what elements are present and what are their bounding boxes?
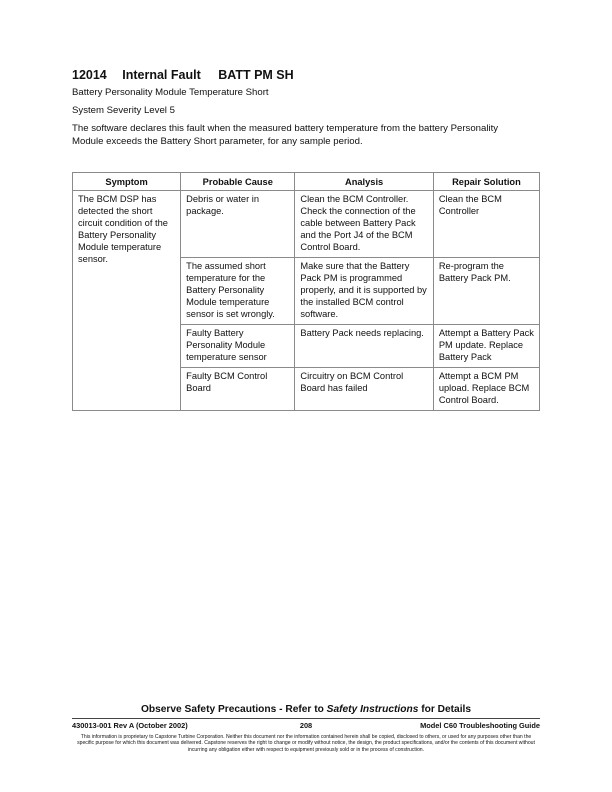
troubleshooting-table bbox=[72, 172, 540, 411]
header-probable-cause: Probable Cause bbox=[181, 173, 295, 191]
analysis-cell: Clean the BCM Controller. Check the connection of the cable between Battery Pack and the Port J4 of the BCM Control Board. bbox=[295, 191, 433, 258]
fault-name: Internal Fault bbox=[122, 68, 201, 82]
cause-cell: The assumed short temperature for the Battery Personality Module temperature sensor is set wrongly. bbox=[181, 258, 295, 325]
header-symptom: Symptom bbox=[73, 173, 181, 191]
cause-cell: Faulty BCM Control Board bbox=[181, 368, 295, 411]
safety-notice-prefix: Observe Safety Precautions - Refer to bbox=[140, 704, 327, 715]
analysis-cell: Battery Pack needs replacing. bbox=[295, 325, 433, 368]
analysis-cell: Make sure that the Battery Pack PM is programmed properly, and it is supported by the installed BCM control software. bbox=[295, 258, 433, 325]
repair-cell: Attempt a BCM PM upload. Replace BCM Control Board. bbox=[433, 368, 539, 411]
document-number: 430013-001 Rev A (October 2002) bbox=[72, 721, 188, 730]
fault-description: The software declares this fault when the measured battery temperature from the battery Personality Module exceeds the Battery Short parameter, for any sample period. bbox=[72, 123, 499, 147]
header-repair-solution: Repair Solution bbox=[433, 173, 539, 191]
cause-cell: Debris or water in package. bbox=[181, 191, 295, 258]
guide-title: Model C60 Troubleshooting Guide bbox=[420, 721, 540, 730]
fault-subtitle: Battery Personality Module Temperature Short bbox=[72, 87, 269, 98]
proprietary-disclaimer: This information is proprietary to Capstone Turbine Corporation. Neither this document nor the information contained herein shall be copied, disclosed to others, or used for any purposes other than the specific purpose for which this document was delivered. Capstone reserves the right to change or modify without notice, the design, the product specifications, and/or the contents of this document without incurring any obligation either with respect to equipment previously sold or in the process of construction. bbox=[77, 734, 535, 753]
safety-instructions-reference: Safety Instructions bbox=[326, 704, 419, 715]
table-header-row bbox=[73, 173, 540, 191]
repair-cell: Attempt a Battery Pack PM update. Replace Battery Pack bbox=[433, 325, 539, 368]
repair-cell: Clean the BCM Controller bbox=[433, 191, 539, 258]
table-row bbox=[73, 191, 540, 258]
fault-abbreviation: BATT PM SH bbox=[218, 68, 294, 82]
severity-level: System Severity Level 5 bbox=[72, 105, 175, 116]
safety-notice-suffix: for Details bbox=[418, 704, 472, 715]
safety-notice bbox=[0, 704, 612, 715]
footer-divider bbox=[72, 718, 540, 719]
cause-cell: Faulty Battery Personality Module temperature sensor bbox=[181, 325, 295, 368]
repair-cell: Re-program the Battery Pack PM. bbox=[433, 258, 539, 325]
fault-heading bbox=[72, 68, 294, 82]
symptom-cell: The BCM DSP has detected the short circuit condition of the Battery Personality Module temperature sensor. bbox=[73, 191, 181, 411]
header-analysis: Analysis bbox=[295, 173, 433, 191]
fault-code: 12014 bbox=[72, 68, 107, 82]
page-number: 208 bbox=[299, 721, 313, 730]
analysis-cell: Circuitry on BCM Control Board has failed bbox=[295, 368, 433, 411]
